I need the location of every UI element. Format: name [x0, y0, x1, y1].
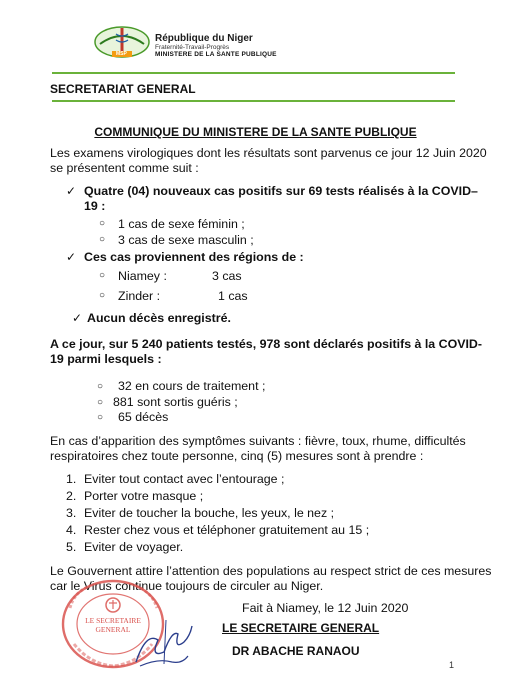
intro-line-2: se présentent comme suit : — [50, 161, 199, 175]
circle-bullet-icon: ○ — [97, 412, 104, 423]
communique-title: COMMUNIQUE DU MINISTERE DE LA SANTE PUBLIQUE — [94, 125, 417, 139]
region-count: 1 cas — [218, 289, 248, 303]
symptoms-line-1: En cas d’apparition des symptômes suivants : fièvre, toux, rhume, difficultés — [50, 434, 466, 448]
header-rule-top — [52, 72, 455, 74]
national-motto: Fraternité-Travail-Progrès — [155, 44, 230, 51]
checkmark-icon: ✓ — [66, 250, 77, 264]
measure-number: 1. — [66, 472, 77, 486]
checkmark-icon: ✓ — [72, 311, 83, 325]
circle-bullet-icon: ○ — [99, 218, 106, 229]
totals-line-1: A ce jour, sur 5 240 patients testés, 978 sont déclarés positifs à la COVID- — [50, 337, 483, 351]
measure-number: 3. — [66, 506, 77, 520]
measure-number: 4. — [66, 523, 77, 537]
handwritten-signature — [128, 612, 198, 672]
totals-item: 32 en cours de traitement ; — [118, 379, 266, 393]
totals-line-2: 19 parmi lesquels : — [50, 352, 162, 366]
signatory-title: LE SECRETAIRE GENERAL — [222, 621, 380, 635]
header-rule-bottom — [52, 100, 455, 102]
circle-bullet-icon: ○ — [97, 381, 104, 392]
circle-bullet-icon: ○ — [99, 290, 106, 301]
new-case-item: 3 cas de sexe masculin ; — [118, 233, 254, 247]
measure-item: Rester chez vous et téléphoner gratuitement au 15 ; — [84, 523, 370, 537]
signatory-name: DR ABACHE RANAOU — [232, 644, 360, 658]
totals-item: 881 sont sortis guéris ; — [113, 395, 238, 409]
new-cases-line-2: 19 : — [84, 199, 106, 213]
deaths-line: Aucun décès enregistré. — [87, 311, 231, 325]
closing-line-2: car le Virus continue toujours de circuler au Niger. — [50, 579, 324, 593]
checkmark-icon: ✓ — [66, 184, 77, 198]
circle-bullet-icon: ○ — [99, 234, 106, 245]
circle-bullet-icon: ○ — [97, 397, 104, 408]
page-number: 1 — [449, 660, 455, 670]
secretariat-label: SECRETARIAT GENERAL — [50, 82, 196, 96]
closing-line-1: Le Gouvernent attire l’attention des populations au respect strict de ces mesures — [50, 564, 492, 578]
measure-item: Eviter tout contact avec l’entourage ; — [84, 472, 285, 486]
ministry-name: MINISTERE DE LA SANTE PUBLIQUE — [155, 51, 277, 58]
stamp-line-1: LE SECRETAIRE — [85, 616, 141, 625]
ministry-logo — [92, 22, 152, 60]
regions-heading: Ces cas proviennent des régions de : — [84, 250, 304, 264]
new-cases-line-1: Quatre (04) nouveaux cas positifs sur 69 tests réalisés à la COVID– — [84, 184, 478, 198]
place-date: Fait à Niamey, le 12 Juin 2020 — [242, 601, 409, 615]
intro-line-1: Les examens virologiques dont les résultats sont parvenus ce jour 12 Juin 2020 — [50, 146, 487, 160]
region-count: 3 cas — [212, 269, 242, 283]
totals-item: 65 décès — [118, 410, 169, 424]
symptoms-line-2: respiratoires chez toute personne, cinq (5) mesures sont à prendre : — [50, 449, 424, 463]
measure-number: 5. — [66, 540, 77, 554]
republic-name: République du Niger — [155, 33, 253, 44]
region-name: Niamey : — [118, 269, 167, 283]
circle-bullet-icon: ○ — [99, 270, 106, 281]
new-case-item: 1 cas de sexe féminin ; — [118, 217, 245, 231]
measure-item: Eviter de toucher la bouche, les yeux, le nez ; — [84, 506, 335, 520]
measure-item: Eviter de voyager. — [84, 540, 184, 554]
measure-item: Porter votre masque ; — [84, 489, 204, 503]
measure-number: 2. — [66, 489, 77, 503]
signature-scribble-icon — [128, 612, 198, 672]
logo-text: MSP — [116, 51, 127, 57]
region-name: Zinder : — [118, 289, 161, 303]
stamp-line-2: GENERAL — [95, 625, 131, 634]
